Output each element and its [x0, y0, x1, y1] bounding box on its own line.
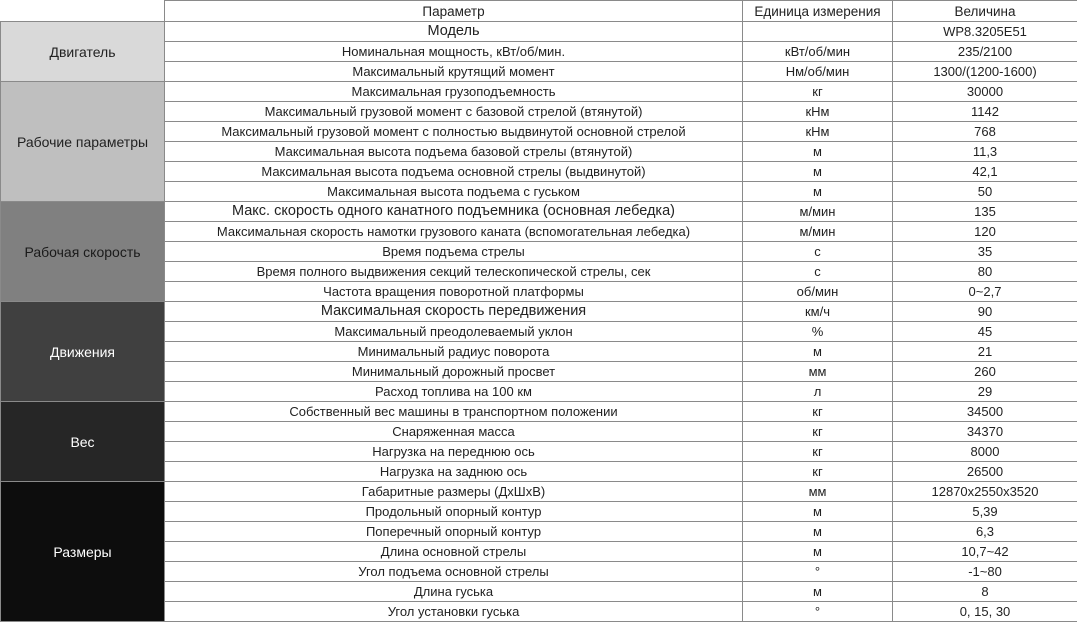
value-cell: WP8.3205E51 — [893, 22, 1077, 42]
param-cell: Снаряженная масса — [165, 422, 743, 442]
group-label: Двигатель — [1, 22, 165, 82]
header-blank-cell — [1, 1, 165, 22]
table-row — [1, 302, 1077, 322]
value-cell: 21 — [893, 342, 1077, 362]
value-cell: 35 — [893, 242, 1077, 262]
value-cell: 8 — [893, 582, 1077, 602]
unit-cell: л — [743, 382, 893, 402]
value-cell: 1142 — [893, 102, 1077, 122]
value-cell: 45 — [893, 322, 1077, 342]
unit-cell: м — [743, 502, 893, 522]
unit-cell: Нм/об/мин — [743, 62, 893, 82]
param-cell: Максимальная скорость намотки грузового каната (вспомогательная лебедка) — [165, 222, 743, 242]
unit-cell: кНм — [743, 122, 893, 142]
group-label: Движения — [1, 302, 165, 402]
unit-cell: м — [743, 162, 893, 182]
value-cell: 8000 — [893, 442, 1077, 462]
unit-cell: с — [743, 262, 893, 282]
unit-cell: кВт/об/мин — [743, 42, 893, 62]
param-cell: Максимальная грузоподъемность — [165, 82, 743, 102]
value-cell: 42,1 — [893, 162, 1077, 182]
value-cell: 80 — [893, 262, 1077, 282]
unit-cell: ° — [743, 602, 893, 622]
param-cell: Поперечный опорный контур — [165, 522, 743, 542]
param-cell: Минимальный радиус поворота — [165, 342, 743, 362]
header-param: Параметр — [165, 1, 743, 22]
unit-cell: км/ч — [743, 302, 893, 322]
param-cell: Модель — [165, 22, 743, 42]
value-cell: 135 — [893, 202, 1077, 222]
unit-cell: кг — [743, 442, 893, 462]
unit-cell: кг — [743, 82, 893, 102]
group-label: Вес — [1, 402, 165, 482]
value-cell: 90 — [893, 302, 1077, 322]
param-cell: Максимальная высота подъема базовой стрелы (втянутой) — [165, 142, 743, 162]
unit-cell: об/мин — [743, 282, 893, 302]
param-cell: Длина основной стрелы — [165, 542, 743, 562]
unit-cell: с — [743, 242, 893, 262]
group-label: Размеры — [1, 482, 165, 622]
header-row — [1, 1, 1077, 22]
param-cell: Нагрузка на переднюю ось — [165, 442, 743, 462]
group-label: Рабочая скорость — [1, 202, 165, 302]
param-cell: Максимальный преодолеваемый уклон — [165, 322, 743, 342]
param-cell: Максимальный грузовой момент с полностью выдвинутой основной стрелой — [165, 122, 743, 142]
param-cell: Время подъема стрелы — [165, 242, 743, 262]
table-row — [1, 22, 1077, 42]
unit-cell: м — [743, 582, 893, 602]
table-row — [1, 202, 1077, 222]
value-cell: 29 — [893, 382, 1077, 402]
header-unit: Единица измерения — [743, 1, 893, 22]
group-label: Рабочие параметры — [1, 82, 165, 202]
param-cell: Угол установки гуська — [165, 602, 743, 622]
param-cell: Габаритные размеры (ДхШхВ) — [165, 482, 743, 502]
value-cell: 0~2,7 — [893, 282, 1077, 302]
value-cell: 120 — [893, 222, 1077, 242]
param-cell: Максимальный крутящий момент — [165, 62, 743, 82]
param-cell: Угол подъема основной стрелы — [165, 562, 743, 582]
header-value: Величина — [893, 1, 1077, 22]
unit-cell: м — [743, 142, 893, 162]
param-cell: Собственный вес машины в транспортном положении — [165, 402, 743, 422]
value-cell: 12870x2550x3520 — [893, 482, 1077, 502]
value-cell: 50 — [893, 182, 1077, 202]
value-cell: 10,7~42 — [893, 542, 1077, 562]
table-row — [1, 402, 1077, 422]
value-cell: 5,39 — [893, 502, 1077, 522]
param-cell: Время полного выдвижения секций телескопической стрелы, сек — [165, 262, 743, 282]
unit-cell: кг — [743, 462, 893, 482]
value-cell: 0, 15, 30 — [893, 602, 1077, 622]
value-cell: 260 — [893, 362, 1077, 382]
param-cell: Нагрузка на заднюю ось — [165, 462, 743, 482]
value-cell: 235/2100 — [893, 42, 1077, 62]
unit-cell: ° — [743, 562, 893, 582]
unit-cell: мм — [743, 362, 893, 382]
param-cell: Длина гуська — [165, 582, 743, 602]
value-cell: 11,3 — [893, 142, 1077, 162]
value-cell: 34370 — [893, 422, 1077, 442]
table-row — [1, 82, 1077, 102]
unit-cell: м/мин — [743, 222, 893, 242]
value-cell: 30000 — [893, 82, 1077, 102]
unit-cell: % — [743, 322, 893, 342]
unit-cell: м — [743, 342, 893, 362]
unit-cell: мм — [743, 482, 893, 502]
param-cell: Макс. скорость одного канатного подъемника (основная лебедка) — [165, 202, 743, 222]
unit-cell — [743, 22, 893, 42]
param-cell: Продольный опорный контур — [165, 502, 743, 522]
unit-cell: м/мин — [743, 202, 893, 222]
unit-cell: м — [743, 522, 893, 542]
param-cell: Номинальная мощность, кВт/об/мин. — [165, 42, 743, 62]
param-cell: Максимальная высота подъема основной стрелы (выдвинутой) — [165, 162, 743, 182]
table-row — [1, 482, 1077, 502]
value-cell: 34500 — [893, 402, 1077, 422]
param-cell: Максимальная скорость передвижения — [165, 302, 743, 322]
param-cell: Максимальный грузовой момент с базовой стрелой (втянутой) — [165, 102, 743, 122]
param-cell: Максимальная высота подъема с гуськом — [165, 182, 743, 202]
param-cell: Частота вращения поворотной платформы — [165, 282, 743, 302]
value-cell: 26500 — [893, 462, 1077, 482]
param-cell: Минимальный дорожный просвет — [165, 362, 743, 382]
unit-cell: кНм — [743, 102, 893, 122]
unit-cell: кг — [743, 422, 893, 442]
unit-cell: м — [743, 542, 893, 562]
value-cell: 6,3 — [893, 522, 1077, 542]
value-cell: -1~80 — [893, 562, 1077, 582]
value-cell: 768 — [893, 122, 1077, 142]
unit-cell: кг — [743, 402, 893, 422]
specifications-body — [1, 1, 1077, 622]
unit-cell: м — [743, 182, 893, 202]
param-cell: Расход топлива на 100 км — [165, 382, 743, 402]
value-cell: 1300/(1200-1600) — [893, 62, 1077, 82]
